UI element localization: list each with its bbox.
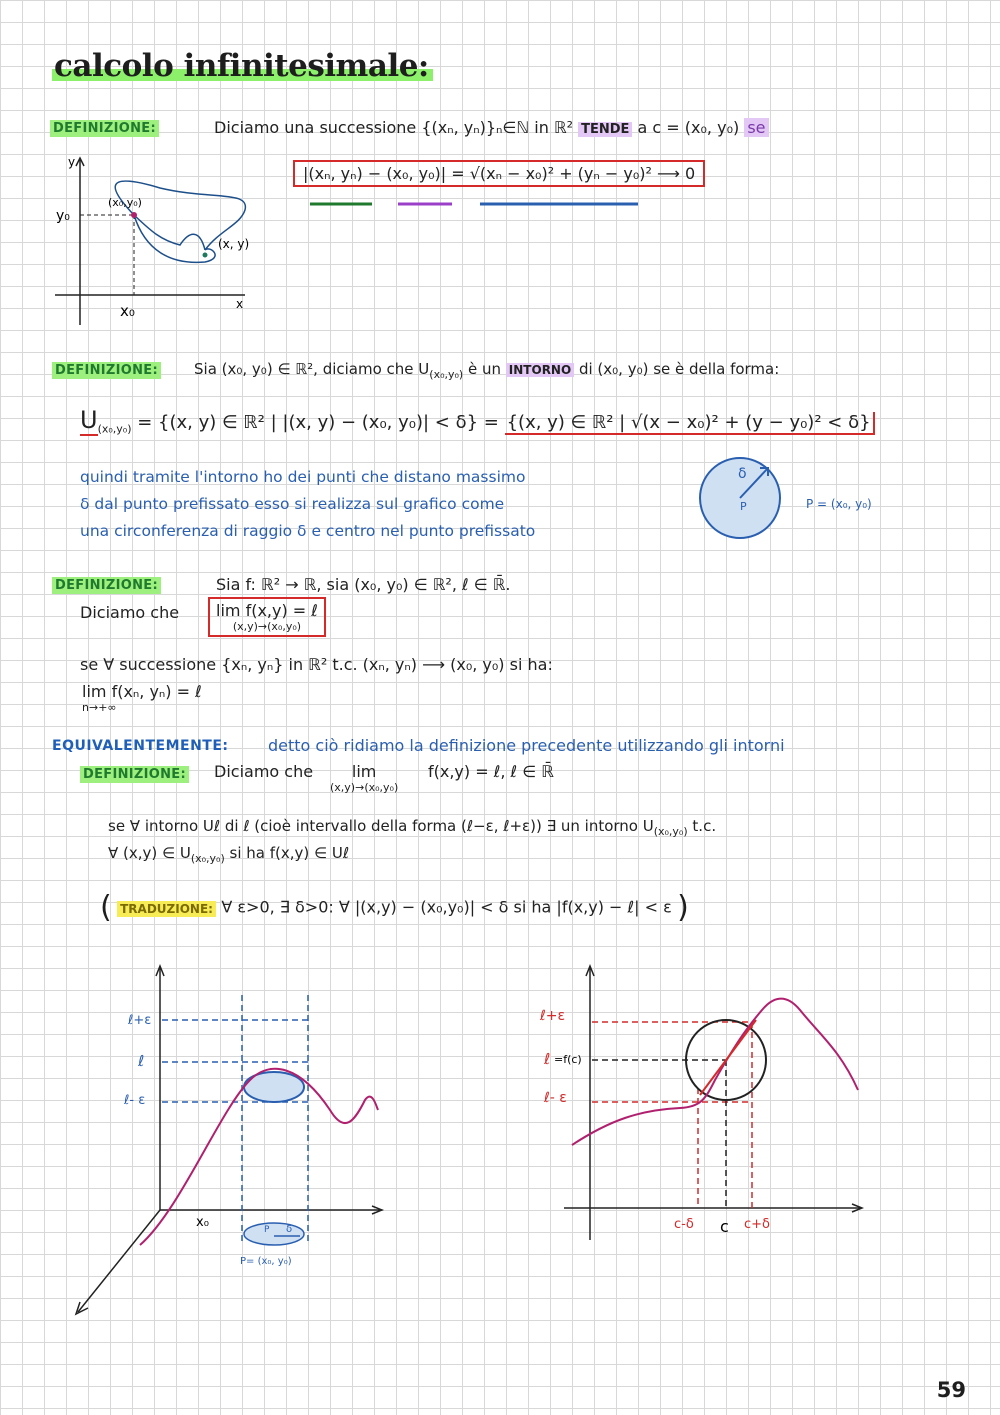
p-label-3d: P	[264, 1225, 270, 1235]
note-line-2: δ dal punto prefissato esso si realizza sul grafico come	[80, 495, 505, 513]
c-label: c	[720, 1217, 729, 1236]
note-line-1: quindi tramite l'intorno ho dei punti che distano massimo	[80, 468, 526, 486]
y0-label: y₀	[56, 208, 70, 224]
equivalently-text: detto ciò ridiamo la definizione precedente utilizzando gli intorni	[268, 736, 785, 755]
curve-inside-circle	[700, 1020, 756, 1095]
def3-limit2-sub: n→+∞	[82, 701, 117, 714]
p-coords-label: P = (x₀, y₀)	[806, 497, 872, 511]
l-minus-label: ℓ- ε	[124, 1093, 146, 1108]
x0-label-3d: x₀	[196, 1215, 209, 1230]
close-paren: )	[677, 890, 689, 925]
translation-line	[100, 890, 689, 925]
c-minus-label: c-δ	[674, 1217, 694, 1232]
def2-text	[194, 360, 779, 381]
def3-limit-sub: (x,y)→(x₀,y₀)	[232, 620, 302, 633]
def3-limit-box	[208, 597, 326, 637]
definition-label-4: DEFINIZIONE:	[80, 766, 189, 783]
def2-text-b: è un	[468, 360, 502, 378]
l-label: ℓ	[138, 1052, 145, 1070]
equiv-line-2-sub: (x₀,y₀)	[190, 852, 225, 865]
def1-seq: {(xₙ, yₙ)}ₙ∈ℕ	[421, 118, 530, 137]
domain-ellipse	[244, 1223, 304, 1245]
translation-text: ∀ ε>0, ∃ δ>0: ∀ |(x,y) − (x₀,y₀)| < δ si ha |f(x,y) − ℓ| < ε	[221, 897, 672, 917]
def1-text-b: in ℝ²	[534, 118, 574, 137]
def1-se: se	[744, 118, 768, 137]
point-x0y0	[131, 212, 137, 218]
def2-text-a: Sia (x₀, y₀) ∈ ℝ², diciamo che U	[194, 360, 430, 378]
x-axis-3d	[78, 1210, 160, 1312]
equiv-line-2-end: si ha f(x,y) ∈ Uℓ	[229, 844, 350, 862]
pxy-label: (x, y)	[218, 237, 250, 251]
translation-label: TRADUZIONE:	[117, 901, 216, 917]
delta-label-3d: δ	[286, 1224, 293, 1235]
page-title: calcolo infinitesimale:	[52, 48, 433, 84]
def1-formula-box: |(xₙ, yₙ) − (x₀, y₀)| = √(xₙ − x₀)² + (yₙ − y₀)² ⟶ 0	[293, 160, 705, 187]
formula-boxed: {(x, y) ∈ ℝ² | √(x − x₀)² + (y − y₀)² < δ}	[505, 412, 875, 435]
def3-diciamo: Diciamo che	[80, 603, 180, 622]
l-label-2d: ℓ	[544, 1050, 551, 1068]
def3-text-a: Sia f: ℝ² → ℝ, sia (x₀, y₀) ∈ ℝ², ℓ ∈ ℝ̄.	[216, 575, 511, 594]
l-plus-label: ℓ+ε	[128, 1013, 152, 1028]
point-xy	[203, 253, 208, 258]
delta-label: δ	[738, 466, 747, 482]
equiv-line-1-end: t.c.	[692, 817, 717, 835]
def1-text-a: Diciamo una successione	[214, 118, 417, 137]
def3-limit: lim f(x,y) = ℓ	[216, 601, 318, 620]
equiv-def-text-a: Diciamo che	[214, 762, 314, 781]
equivalently-label: EQUIVALENTEMENTE:	[52, 738, 229, 754]
neighborhood-circle-diagram	[690, 450, 910, 550]
equiv-def-text-b: f(x,y) = ℓ, ℓ ∈ ℝ̄	[428, 762, 554, 781]
definition-label-2: DEFINIZIONE:	[52, 362, 161, 379]
equiv-limit	[330, 762, 398, 794]
tende-highlight: TENDE	[578, 122, 632, 137]
x0-label: x₀	[120, 302, 135, 320]
graph-2d-right	[530, 960, 870, 1260]
l-plus-label-2d: ℓ+ε	[540, 1008, 566, 1024]
definition-label-3: DEFINIZIONE:	[52, 577, 161, 594]
def2-sub: (x₀,y₀)	[429, 368, 464, 381]
equiv-limit-main: lim	[351, 762, 377, 781]
def3-limit2: lim f(xₙ, yₙ) = ℓ	[82, 682, 202, 701]
p0-label: (x₀,y₀)	[108, 196, 142, 209]
x-label: x	[236, 297, 244, 311]
formula-u: U	[80, 406, 98, 434]
formula-u-sub: (x₀,y₀)	[97, 422, 132, 436]
equiv-line-2	[108, 844, 349, 865]
def1-text-c: a c = (x₀, y₀)	[637, 118, 740, 137]
c-plus-label: c+δ	[744, 1217, 770, 1232]
def2-text-c: di (x₀, y₀) se è della forma:	[578, 360, 780, 378]
open-paren: (	[100, 890, 112, 925]
p-coords-label-3d: P= (x₀, y₀)	[240, 1256, 292, 1267]
page-number: 59	[936, 1378, 966, 1402]
def2-formula	[80, 406, 875, 436]
equiv-line-1-sub: (x₀,y₀)	[653, 825, 688, 838]
equiv-line-2-text: ∀ (x,y) ∈ U	[108, 844, 191, 862]
approach-curve	[134, 215, 205, 250]
formula-rest: = {(x, y) ∈ ℝ² | |(x, y) − (x₀, y₀)| < δ} =	[137, 412, 499, 433]
p-label: P	[740, 500, 747, 513]
intorno-highlight: INTORNO	[506, 363, 574, 377]
equiv-limit-sub: (x,y)→(x₀,y₀)	[330, 781, 399, 794]
sequence-graph	[50, 150, 280, 330]
l-minus-label-2d: ℓ- ε	[544, 1090, 567, 1106]
graph-3d-left	[60, 960, 400, 1320]
note-line-3: una circonferenza di raggio δ e centro nel punto prefissato	[80, 522, 536, 540]
equiv-line-1-text: se ∀ intorno Uℓ di ℓ (cioè intervallo della forma (ℓ−ε, ℓ+ε)) ∃ un intorno U	[108, 817, 654, 835]
equiv-line-1	[108, 817, 716, 838]
definition-label-1: DEFINIZIONE:	[50, 120, 159, 137]
fc-label-2d: =f(c)	[554, 1053, 582, 1066]
def3-limit-seq	[82, 682, 202, 714]
y-label: y	[68, 155, 76, 169]
def3-se-line: se ∀ successione {xₙ, yₙ} in ℝ² t.c. (xₙ, yₙ) ⟶ (x₀, y₀) si ha:	[80, 655, 553, 674]
